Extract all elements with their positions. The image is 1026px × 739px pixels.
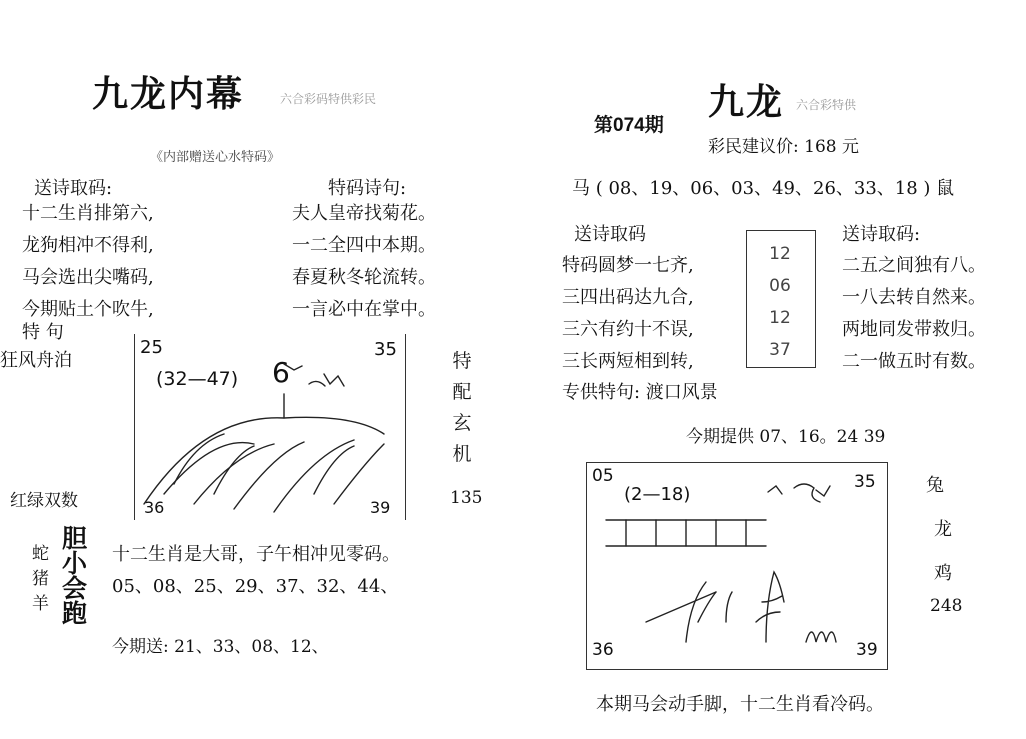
left-vertical-label: 特配玄机 bbox=[452, 350, 472, 465]
poem-line: 马会选出尖嘴码, bbox=[22, 267, 154, 288]
left-box-corner-bl: 36 bbox=[144, 498, 165, 517]
right-box-corner-tr: 35 bbox=[854, 472, 876, 492]
right-provide: 今期提供 07、16。24 39 bbox=[686, 427, 886, 447]
poem-line: 二一做五时有数。 bbox=[842, 351, 986, 372]
mid-number: 12 bbox=[769, 308, 791, 328]
poem-line: 两地同发带救归。 bbox=[842, 319, 986, 340]
right-horse-line: 马 ( 08、19、06、03、49、26、33、18 ) 鼠 bbox=[572, 178, 955, 199]
mid-number: 06 bbox=[769, 276, 791, 296]
poem-line: 一二全四中本期。 bbox=[292, 235, 436, 256]
mid-number: 12 bbox=[769, 244, 791, 264]
left-line1: 十二生肖是大哥，子午相冲见零码。 bbox=[112, 544, 400, 565]
right-box-corner-tl: 05 bbox=[592, 466, 614, 486]
poem-line: 特码圆梦一七齐, bbox=[562, 255, 694, 276]
zodiac-item: 猪 bbox=[32, 569, 49, 589]
left-special-phrase: 狂风舟泊 bbox=[0, 350, 72, 371]
right-box-corner-bl: 36 bbox=[592, 640, 614, 660]
right-box-corner-br: 39 bbox=[856, 640, 878, 660]
right-poem-left-header: 送诗取码 bbox=[574, 224, 646, 245]
left-mountain-sketch bbox=[134, 334, 404, 520]
right-special: 专供特句: 渡口风景 bbox=[562, 382, 718, 403]
right-price: 彩民建议价: 168 元 bbox=[708, 137, 859, 157]
mid-number: 37 bbox=[769, 340, 791, 360]
left-poem-left-header: 送诗取码: bbox=[34, 178, 113, 199]
left-box-digit: 6 bbox=[272, 356, 290, 389]
left-box-corner-br: 39 bbox=[370, 498, 391, 517]
right-number-column bbox=[746, 238, 814, 366]
poem-line: 龙狗相冲不得利, bbox=[22, 235, 154, 256]
right-title: 九龙 bbox=[708, 81, 785, 123]
left-line2: 05、08、25、29、37、32、44、 bbox=[112, 576, 399, 597]
left-send-label: 今期送: 21、33、08、12、 bbox=[112, 637, 329, 657]
left-zodiac-list bbox=[32, 542, 49, 617]
right-zodiac-number: 248 bbox=[930, 596, 963, 616]
poem-line: 三六有约十不误, bbox=[562, 319, 694, 340]
zodiac-item: 羊 bbox=[32, 594, 49, 614]
left-subtitle: 《内部赠送心水特码》 bbox=[150, 150, 281, 165]
zodiac-item: 蛇 bbox=[32, 544, 49, 564]
right-box-range: (2—18) bbox=[624, 484, 691, 505]
left-title: 九龙内幕 bbox=[92, 73, 245, 115]
left-color-label: 红绿双数 bbox=[10, 491, 78, 511]
left-title-sub: 六合彩码特供彩民 bbox=[280, 92, 377, 106]
right-footer: 本期马会动手脚，十二生肖看冷码。 bbox=[596, 694, 884, 715]
poem-line: 春夏秋冬轮流转。 bbox=[292, 267, 436, 288]
poem-line: 三长两短相到转, bbox=[562, 351, 694, 372]
poem-line: 夫人皇帝找菊花。 bbox=[292, 203, 436, 224]
left-box-range: (32—47) bbox=[156, 368, 239, 390]
right-poem-left bbox=[562, 250, 694, 378]
poem-line: 今期贴土个吹牛, bbox=[22, 299, 154, 320]
zodiac-item: 龙 bbox=[934, 519, 952, 540]
zodiac-item: 鸡 bbox=[934, 563, 952, 584]
left-vertical-number: 135 bbox=[450, 488, 483, 508]
left-box-corner-tl: 25 bbox=[140, 337, 163, 358]
poem-line: 二五之间独有八。 bbox=[842, 255, 986, 276]
right-fence-sketch bbox=[586, 462, 886, 668]
left-poem-left bbox=[22, 198, 154, 326]
right-poem-right-header: 送诗取码: bbox=[842, 224, 921, 245]
left-box-corner-tr: 35 bbox=[374, 339, 397, 360]
poem-line: 一八去转自然来。 bbox=[842, 287, 986, 308]
left-big-vertical: 胆小会跑 bbox=[62, 524, 88, 628]
poem-line: 一言必中在掌中。 bbox=[292, 299, 436, 320]
right-zodiac-list bbox=[926, 464, 952, 596]
right-issue: 第074期 bbox=[594, 115, 664, 136]
right-title-sub: 六合彩特供 bbox=[796, 98, 857, 112]
poem-line: 十二生肖排第六, bbox=[22, 203, 154, 224]
left-special-label: 特 句 bbox=[22, 322, 64, 343]
right-poem-right bbox=[842, 250, 986, 378]
zodiac-item: 兔 bbox=[926, 475, 944, 496]
left-poem-right-header: 特码诗句: bbox=[328, 178, 407, 199]
poem-line: 三四出码达九合, bbox=[562, 287, 694, 308]
left-poem-right bbox=[292, 198, 436, 326]
